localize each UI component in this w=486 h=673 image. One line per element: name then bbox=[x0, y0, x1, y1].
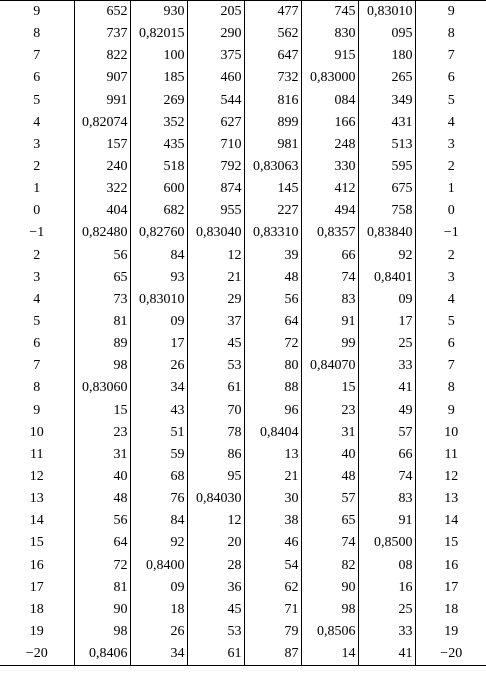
table-cell: 981 bbox=[244, 134, 301, 156]
table-cell: 166 bbox=[301, 112, 358, 134]
table-cell: 30 bbox=[244, 488, 301, 510]
row-argument-right: 9 bbox=[415, 400, 486, 422]
table-cell: 758 bbox=[358, 200, 415, 222]
row-argument-right: 7 bbox=[415, 45, 486, 67]
table-row bbox=[0, 222, 486, 244]
table-cell: 991 bbox=[74, 90, 130, 112]
table-cell: 72 bbox=[74, 555, 130, 577]
row-argument-left: −20 bbox=[0, 643, 74, 666]
row-argument-left: 8 bbox=[0, 23, 74, 45]
table-cell: 86 bbox=[187, 444, 244, 466]
table-cell: 955 bbox=[187, 200, 244, 222]
table-cell: 21 bbox=[187, 267, 244, 289]
row-argument-left: 2 bbox=[0, 156, 74, 178]
table-row bbox=[0, 400, 486, 422]
table-cell: 74 bbox=[301, 267, 358, 289]
row-argument-right: 3 bbox=[415, 134, 486, 156]
table-cell: 08 bbox=[358, 555, 415, 577]
table-cell: 25 bbox=[358, 599, 415, 621]
table-cell: 0,83310 bbox=[244, 222, 301, 244]
row-argument-left: 9 bbox=[0, 1, 74, 24]
table-cell: 40 bbox=[301, 444, 358, 466]
table-cell: 227 bbox=[244, 200, 301, 222]
table-cell: 64 bbox=[244, 311, 301, 333]
table-cell: 70 bbox=[187, 400, 244, 422]
table-row bbox=[0, 245, 486, 267]
table-cell: 81 bbox=[74, 577, 130, 599]
table-cell: 792 bbox=[187, 156, 244, 178]
table-cell: 40 bbox=[74, 466, 130, 488]
row-argument-left: 0 bbox=[0, 200, 74, 222]
table-cell: 0,83040 bbox=[187, 222, 244, 244]
row-argument-left: 7 bbox=[0, 45, 74, 67]
table-cell: 0,82074 bbox=[74, 112, 130, 134]
table-cell: 38 bbox=[244, 510, 301, 532]
table-cell: 36 bbox=[187, 577, 244, 599]
table-cell: 13 bbox=[244, 444, 301, 466]
table-row bbox=[0, 112, 486, 134]
table-cell: 61 bbox=[187, 643, 244, 666]
table-cell: 412 bbox=[301, 178, 358, 200]
row-argument-right: −1 bbox=[415, 222, 486, 244]
row-argument-right: 5 bbox=[415, 311, 486, 333]
table-row bbox=[0, 532, 486, 554]
table-row bbox=[0, 643, 486, 666]
table-cell: 98 bbox=[74, 621, 130, 643]
row-argument-left: 6 bbox=[0, 67, 74, 89]
table-cell: 62 bbox=[244, 577, 301, 599]
table-cell: 84 bbox=[130, 510, 187, 532]
table-cell: 81 bbox=[74, 311, 130, 333]
table-row bbox=[0, 311, 486, 333]
table-cell: 205 bbox=[187, 1, 244, 24]
table-cell: 56 bbox=[74, 510, 130, 532]
table-cell: 31 bbox=[301, 422, 358, 444]
table-cell: 265 bbox=[358, 67, 415, 89]
row-argument-left: 3 bbox=[0, 267, 74, 289]
table-cell: 0,83840 bbox=[358, 222, 415, 244]
table-cell: 56 bbox=[74, 245, 130, 267]
row-argument-right: 4 bbox=[415, 289, 486, 311]
table-cell: 33 bbox=[358, 355, 415, 377]
table-cell: 544 bbox=[187, 90, 244, 112]
row-argument-left: 4 bbox=[0, 289, 74, 311]
row-argument-right: −20 bbox=[415, 643, 486, 666]
table-cell: 92 bbox=[358, 245, 415, 267]
table-cell: 0,8500 bbox=[358, 532, 415, 554]
table-cell: 0,8400 bbox=[130, 555, 187, 577]
table-cell: 477 bbox=[244, 1, 301, 24]
table-row bbox=[0, 577, 486, 599]
table-cell: 91 bbox=[358, 510, 415, 532]
table-cell: 99 bbox=[301, 333, 358, 355]
table-cell: 87 bbox=[244, 643, 301, 666]
row-argument-right: 11 bbox=[415, 444, 486, 466]
table-cell: 0,83063 bbox=[244, 156, 301, 178]
table-cell: 71 bbox=[244, 599, 301, 621]
table-cell: 48 bbox=[74, 488, 130, 510]
table-cell: 0,83010 bbox=[130, 289, 187, 311]
table-cell: 45 bbox=[187, 599, 244, 621]
table-cell: 29 bbox=[187, 289, 244, 311]
table-cell: 352 bbox=[130, 112, 187, 134]
table-cell: 710 bbox=[187, 134, 244, 156]
table-row bbox=[0, 555, 486, 577]
row-argument-right: 15 bbox=[415, 532, 486, 554]
table-cell: 0,82760 bbox=[130, 222, 187, 244]
row-argument-right: 13 bbox=[415, 488, 486, 510]
row-argument-right: 18 bbox=[415, 599, 486, 621]
table-cell: 53 bbox=[187, 355, 244, 377]
table-cell: 84 bbox=[130, 245, 187, 267]
table-cell: 82 bbox=[301, 555, 358, 577]
table-row bbox=[0, 200, 486, 222]
table-cell: 822 bbox=[74, 45, 130, 67]
table-cell: 66 bbox=[358, 444, 415, 466]
table-cell: 732 bbox=[244, 67, 301, 89]
table-cell: 084 bbox=[301, 90, 358, 112]
row-argument-left: 17 bbox=[0, 577, 74, 599]
table-cell: 25 bbox=[358, 333, 415, 355]
table-cell: 0,8357 bbox=[301, 222, 358, 244]
table-cell: 15 bbox=[301, 377, 358, 399]
table-cell: 0,8406 bbox=[74, 643, 130, 666]
row-argument-right: 5 bbox=[415, 90, 486, 112]
row-argument-right: 12 bbox=[415, 466, 486, 488]
table-cell: 0,82015 bbox=[130, 23, 187, 45]
table-cell: 14 bbox=[301, 643, 358, 666]
table-row bbox=[0, 67, 486, 89]
table-row bbox=[0, 45, 486, 67]
table-cell: 682 bbox=[130, 200, 187, 222]
row-argument-right: 9 bbox=[415, 1, 486, 24]
table-cell: 28 bbox=[187, 555, 244, 577]
table-cell: 652 bbox=[74, 1, 130, 24]
table-cell: 180 bbox=[358, 45, 415, 67]
table-cell: 41 bbox=[358, 377, 415, 399]
table-cell: 39 bbox=[244, 245, 301, 267]
table-cell: 57 bbox=[358, 422, 415, 444]
table-cell: 74 bbox=[301, 532, 358, 554]
table-cell: 83 bbox=[301, 289, 358, 311]
table-cell: 34 bbox=[130, 377, 187, 399]
row-argument-right: 1 bbox=[415, 178, 486, 200]
table-cell: 74 bbox=[358, 466, 415, 488]
table-row bbox=[0, 377, 486, 399]
table-cell: 330 bbox=[301, 156, 358, 178]
table-cell: 65 bbox=[301, 510, 358, 532]
table-cell: 46 bbox=[244, 532, 301, 554]
table-cell: 43 bbox=[130, 400, 187, 422]
table-cell: 53 bbox=[187, 621, 244, 643]
table-row bbox=[0, 444, 486, 466]
table-cell: 322 bbox=[74, 178, 130, 200]
table-cell: 0,8404 bbox=[244, 422, 301, 444]
table-cell: 09 bbox=[130, 311, 187, 333]
table-cell: 91 bbox=[301, 311, 358, 333]
table-cell: 16 bbox=[358, 577, 415, 599]
table-cell: 31 bbox=[74, 444, 130, 466]
row-argument-left: 10 bbox=[0, 422, 74, 444]
row-argument-right: 0 bbox=[415, 200, 486, 222]
table-cell: 240 bbox=[74, 156, 130, 178]
table-cell: 90 bbox=[74, 599, 130, 621]
table-cell: 64 bbox=[74, 532, 130, 554]
table-cell: 33 bbox=[358, 621, 415, 643]
table-cell: 0,83000 bbox=[301, 67, 358, 89]
row-argument-right: 6 bbox=[415, 333, 486, 355]
table-cell: 647 bbox=[244, 45, 301, 67]
row-argument-right: 6 bbox=[415, 67, 486, 89]
table-cell: 88 bbox=[244, 377, 301, 399]
table-cell: 12 bbox=[187, 245, 244, 267]
table-cell: 0,84070 bbox=[301, 355, 358, 377]
table-cell: 83 bbox=[358, 488, 415, 510]
table-cell: 96 bbox=[244, 400, 301, 422]
table-cell: 56 bbox=[244, 289, 301, 311]
table-cell: 907 bbox=[74, 67, 130, 89]
table-cell: 0,82480 bbox=[74, 222, 130, 244]
row-argument-left: 15 bbox=[0, 532, 74, 554]
table-cell: 375 bbox=[187, 45, 244, 67]
table-cell: 745 bbox=[301, 1, 358, 24]
table-cell: 09 bbox=[130, 577, 187, 599]
table-cell: 23 bbox=[74, 422, 130, 444]
table-cell: 98 bbox=[301, 599, 358, 621]
table-row bbox=[0, 333, 486, 355]
row-argument-left: 1 bbox=[0, 178, 74, 200]
table-cell: 61 bbox=[187, 377, 244, 399]
table-cell: 627 bbox=[187, 112, 244, 134]
row-argument-right: 4 bbox=[415, 112, 486, 134]
table-row bbox=[0, 621, 486, 643]
table-row bbox=[0, 90, 486, 112]
table-cell: 21 bbox=[244, 466, 301, 488]
table-cell: 17 bbox=[358, 311, 415, 333]
table-cell: 899 bbox=[244, 112, 301, 134]
table-cell: 816 bbox=[244, 90, 301, 112]
table-cell: 95 bbox=[187, 466, 244, 488]
table-cell: 349 bbox=[358, 90, 415, 112]
table-cell: 92 bbox=[130, 532, 187, 554]
table-row bbox=[0, 488, 486, 510]
table-body bbox=[0, 1, 486, 666]
row-argument-left: 4 bbox=[0, 112, 74, 134]
table-cell: 830 bbox=[301, 23, 358, 45]
table-cell: 15 bbox=[74, 400, 130, 422]
row-argument-right: 7 bbox=[415, 355, 486, 377]
table-cell: 37 bbox=[187, 311, 244, 333]
table-cell: 0,83060 bbox=[74, 377, 130, 399]
table-cell: 93 bbox=[130, 267, 187, 289]
table-cell: 675 bbox=[358, 178, 415, 200]
table-cell: 595 bbox=[358, 156, 415, 178]
table-cell: 57 bbox=[301, 488, 358, 510]
row-argument-left: 14 bbox=[0, 510, 74, 532]
row-argument-right: 8 bbox=[415, 377, 486, 399]
table-cell: 76 bbox=[130, 488, 187, 510]
table-cell: 89 bbox=[74, 333, 130, 355]
table-cell: 518 bbox=[130, 156, 187, 178]
table-cell: 48 bbox=[301, 466, 358, 488]
row-argument-right: 3 bbox=[415, 267, 486, 289]
table-cell: 73 bbox=[74, 289, 130, 311]
table-cell: 45 bbox=[187, 333, 244, 355]
table-cell: 26 bbox=[130, 355, 187, 377]
table-cell: 23 bbox=[301, 400, 358, 422]
table-row bbox=[0, 178, 486, 200]
table-row bbox=[0, 599, 486, 621]
table-cell: 0,84030 bbox=[187, 488, 244, 510]
table-cell: 435 bbox=[130, 134, 187, 156]
row-argument-left: −1 bbox=[0, 222, 74, 244]
table-cell: 874 bbox=[187, 178, 244, 200]
row-argument-left: 9 bbox=[0, 400, 74, 422]
table-cell: 562 bbox=[244, 23, 301, 45]
table-row bbox=[0, 510, 486, 532]
table-cell: 65 bbox=[74, 267, 130, 289]
table-cell: 66 bbox=[301, 245, 358, 267]
table-cell: 98 bbox=[74, 355, 130, 377]
table-row bbox=[0, 289, 486, 311]
table-cell: 494 bbox=[301, 200, 358, 222]
table-cell: 18 bbox=[130, 599, 187, 621]
table-cell: 100 bbox=[130, 45, 187, 67]
table-row bbox=[0, 156, 486, 178]
row-argument-left: 12 bbox=[0, 466, 74, 488]
row-argument-right: 19 bbox=[415, 621, 486, 643]
table-cell: 90 bbox=[301, 577, 358, 599]
table-row bbox=[0, 466, 486, 488]
row-argument-right: 17 bbox=[415, 577, 486, 599]
table-cell: 49 bbox=[358, 400, 415, 422]
table-row bbox=[0, 134, 486, 156]
row-argument-right: 10 bbox=[415, 422, 486, 444]
row-argument-left: 5 bbox=[0, 311, 74, 333]
table-cell: 737 bbox=[74, 23, 130, 45]
table-row bbox=[0, 1, 486, 24]
row-argument-left: 6 bbox=[0, 333, 74, 355]
table-cell: 09 bbox=[358, 289, 415, 311]
table-row bbox=[0, 267, 486, 289]
row-argument-left: 2 bbox=[0, 245, 74, 267]
table-cell: 0,8401 bbox=[358, 267, 415, 289]
table-cell: 0,83010 bbox=[358, 1, 415, 24]
table-cell: 0,8506 bbox=[301, 621, 358, 643]
row-argument-right: 16 bbox=[415, 555, 486, 577]
row-argument-left: 11 bbox=[0, 444, 74, 466]
row-argument-right: 8 bbox=[415, 23, 486, 45]
table-cell: 930 bbox=[130, 1, 187, 24]
table-cell: 17 bbox=[130, 333, 187, 355]
table-cell: 72 bbox=[244, 333, 301, 355]
row-argument-left: 8 bbox=[0, 377, 74, 399]
row-argument-left: 3 bbox=[0, 134, 74, 156]
table-cell: 157 bbox=[74, 134, 130, 156]
table-row bbox=[0, 422, 486, 444]
table-cell: 513 bbox=[358, 134, 415, 156]
table-cell: 59 bbox=[130, 444, 187, 466]
row-argument-right: 2 bbox=[415, 245, 486, 267]
table-row bbox=[0, 355, 486, 377]
table-cell: 48 bbox=[244, 267, 301, 289]
table-cell: 248 bbox=[301, 134, 358, 156]
table-cell: 20 bbox=[187, 532, 244, 554]
table-cell: 145 bbox=[244, 178, 301, 200]
table-cell: 26 bbox=[130, 621, 187, 643]
row-argument-right: 14 bbox=[415, 510, 486, 532]
row-argument-right: 2 bbox=[415, 156, 486, 178]
table-cell: 68 bbox=[130, 466, 187, 488]
table-cell: 290 bbox=[187, 23, 244, 45]
row-argument-left: 5 bbox=[0, 90, 74, 112]
table-cell: 095 bbox=[358, 23, 415, 45]
table-row bbox=[0, 23, 486, 45]
table-cell: 12 bbox=[187, 510, 244, 532]
table-cell: 600 bbox=[130, 178, 187, 200]
row-argument-left: 7 bbox=[0, 355, 74, 377]
table-cell: 78 bbox=[187, 422, 244, 444]
row-argument-left: 13 bbox=[0, 488, 74, 510]
table-cell: 915 bbox=[301, 45, 358, 67]
row-argument-left: 19 bbox=[0, 621, 74, 643]
table-cell: 41 bbox=[358, 643, 415, 666]
table-cell: 269 bbox=[130, 90, 187, 112]
table-cell: 460 bbox=[187, 67, 244, 89]
table-cell: 185 bbox=[130, 67, 187, 89]
table-cell: 80 bbox=[244, 355, 301, 377]
row-argument-left: 16 bbox=[0, 555, 74, 577]
table-cell: 404 bbox=[74, 200, 130, 222]
table-cell: 431 bbox=[358, 112, 415, 134]
table-cell: 34 bbox=[130, 643, 187, 666]
row-argument-left: 18 bbox=[0, 599, 74, 621]
table-cell: 79 bbox=[244, 621, 301, 643]
table-cell: 51 bbox=[130, 422, 187, 444]
table-cell: 54 bbox=[244, 555, 301, 577]
